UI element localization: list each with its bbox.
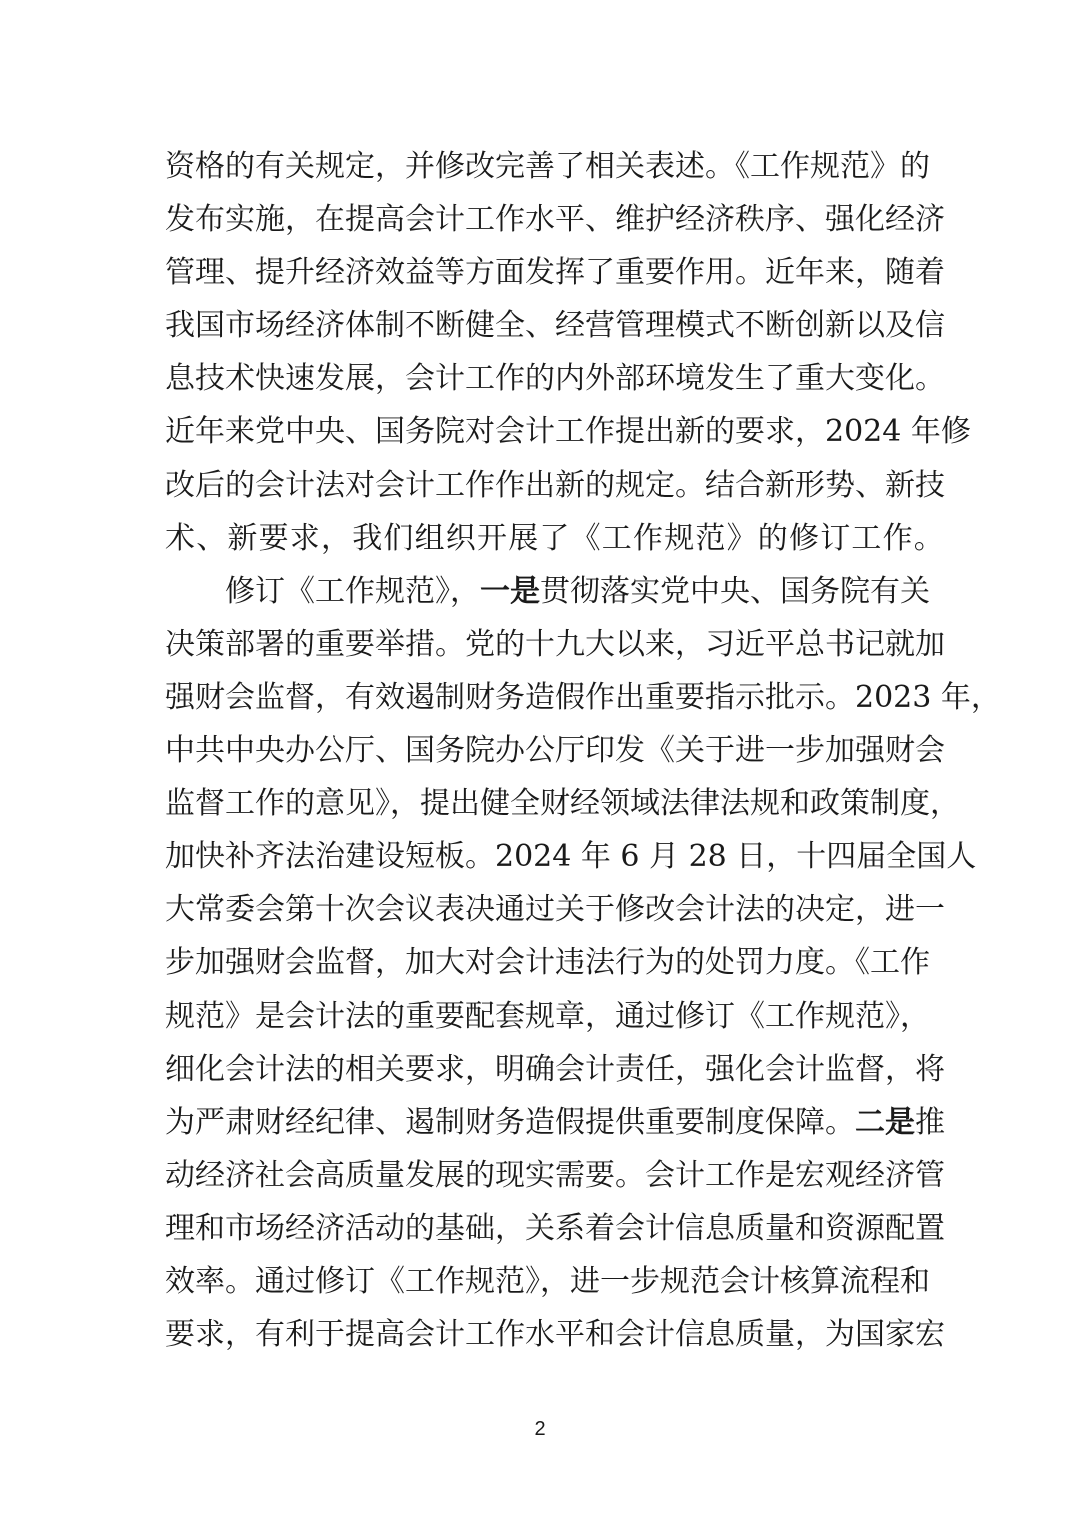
- page-number: 2: [534, 1418, 546, 1440]
- text-line: 大常委会第十次会议表决通过关于修改会计法的决定，进一: [165, 892, 945, 928]
- text-run: 推: [915, 1104, 945, 1140]
- text-line: 规范》是会计法的重要配套规章，通过修订《工作规范》，: [165, 998, 930, 1034]
- text-line: 改后的会计法对会计工作作出新的规定。结合新形势、新技: [165, 467, 945, 503]
- text-line: 要求，有利于提高会计工作水平和会计信息质量，为国家宏: [165, 1317, 945, 1353]
- text-line: 效率。通过修订《工作规范》，进一步规范会计核算流程和: [165, 1263, 930, 1299]
- paragraph-first-line: [165, 565, 930, 618]
- text-line: 息技术快速发展，会计工作的内外部环境发生了重大变化。: [165, 361, 945, 397]
- text-line: 我国市场经济体制不断健全、经营管理模式不断创新以及信: [165, 308, 945, 344]
- text-line: 术、新要求，我们组织开展了《工作规范》的修订工作。: [165, 520, 945, 556]
- text-run: 修订《工作规范》，: [225, 573, 480, 609]
- text-line: 理和市场经济活动的基础，关系着会计信息质量和资源配置: [165, 1210, 945, 1246]
- body-text: [165, 140, 1001, 1361]
- text-line: 步加强财会监督，加大对会计违法行为的处罚力度。《工作: [165, 945, 930, 981]
- text-run: 贯彻落实党中央、国务院有关: [540, 573, 930, 609]
- emphasis-two-is: 二是: [855, 1104, 915, 1140]
- text-line: 监督工作的意见》，提出健全财经领域法律法规和政策制度，: [165, 786, 960, 822]
- text-line: 发布实施，在提高会计工作水平、维护经济秩序、强化经济: [165, 202, 945, 238]
- text-line: 决策部署的重要举措。党的十九大以来，习近平总书记就加: [165, 626, 945, 662]
- text-line: 动经济社会高质量发展的现实需要。会计工作是宏观经济管: [165, 1157, 945, 1193]
- text-run: 为严肃财经纪律、遏制财务造假提供重要制度保障。: [165, 1104, 855, 1140]
- text-line: 加快补齐法治建设短板。2024 年 6 月 28 日，十四届全国人: [165, 839, 977, 875]
- text-line: 资格的有关规定，并修改完善了相关表述。《工作规范》的: [165, 149, 930, 184]
- text-line: 中共中央办公厅、国务院办公厅印发《关于进一步加强财会: [165, 733, 945, 769]
- text-line: 细化会计法的相关要求，明确会计责任，强化会计监督，将: [165, 1051, 945, 1087]
- text-line: 近年来党中央、国务院对会计工作提出新的要求，2024 年修: [165, 414, 971, 450]
- text-line: [165, 1096, 945, 1149]
- emphasis-one-is: 一是: [480, 573, 540, 609]
- text-line: 管理、提升经济效益等方面发挥了重要作用。近年来，随着: [165, 255, 945, 291]
- text-line: 强财会监督，有效遏制财务造假作出重要指示批示。2023 年，: [165, 679, 1001, 715]
